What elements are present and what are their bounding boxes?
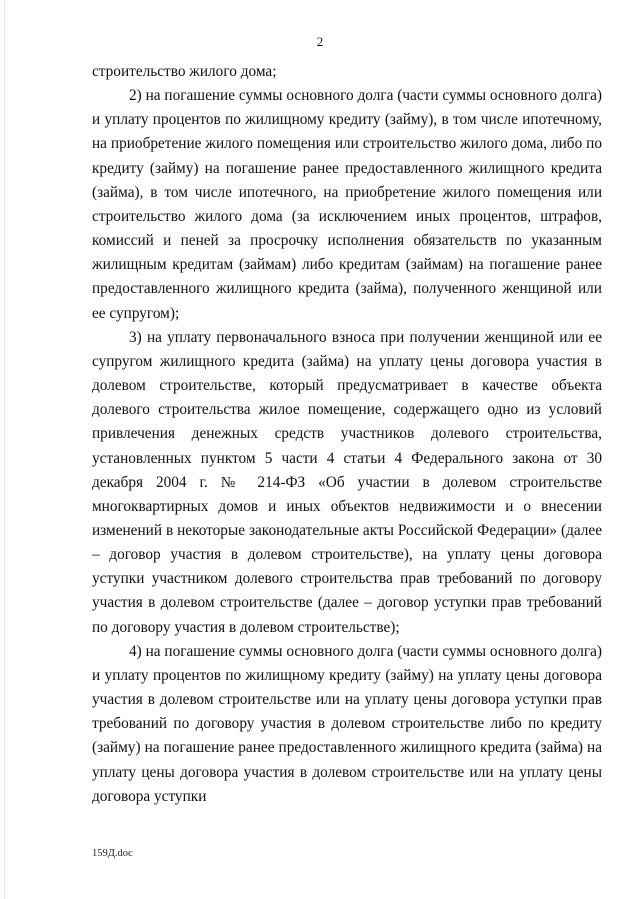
paragraph-item-4: 4) на погашение суммы основного долга (части суммы основного долга) и уплату процентов по жилищному кредиту (займу) на уплату цены договора участия в долевом строительстве или на уплату цены договора уступки прав требований по договору участия в долевом строительстве либо по кредиту (займу) на погашение ранее предоставленного жилищного кредита (займа) на уплату цены договора участия в долевом строительстве или на уплату цены договора уступки bbox=[92, 642, 602, 805]
document-body bbox=[92, 60, 602, 809]
scan-edge bbox=[4, 0, 5, 899]
paragraph-item-2: 2) на погашение суммы основного долга (части суммы основного долга) и уплату процентов по жилищному кредиту (займу), в том числе ипотечному, на приобретение жилого помещения или строительство жилого дома, либо по кредиту (займу) на погашение ранее предоставленного жилищного кредита (займа), в том числе ипотечного, на приобретение жилого помещения или строительство жилого дома (за исключением иных процентов, штрафов, комиссий и пеней за просрочку исполнения обязательств по указанным жилищным кредитам (займам) либо кредитам (займам) на погашение ранее предоставленного жилищного кредита (займа), полученного женщиной или ее супругом); bbox=[92, 87, 602, 322]
paragraph-item-3: 3) на уплату первоначального взноса при получении женщиной или ее супругом жилищного кредита (займа) на уплату цены договора участия в долевом строительстве, который предусматривает в качестве объекта долевого строительства жилое помещение, содержащего одно из условий привлечения денежных средств участников долевого строительства, установленных пунктом 5 части 4 статьи 4 Федерального закона от 30 декабря 2004 г. № 214-ФЗ «Об участии в долевом строительстве многоквартирных домов и иных объектов недвижимости и о внесении изменений в некоторые законодательные акты Российской Федерации» (далее – договор участия в долевом строительстве), на уплату цены договора уступки участником долевого строительства прав требований по договору участия в долевом строительстве (далее – договор уступки прав требований по договору участия в долевом строительстве); bbox=[92, 328, 602, 636]
page-number: 2 bbox=[316, 34, 324, 49]
paragraph-continuation: строительство жилого дома; bbox=[92, 63, 277, 80]
footer-filename: 159Д.doc bbox=[92, 848, 133, 859]
